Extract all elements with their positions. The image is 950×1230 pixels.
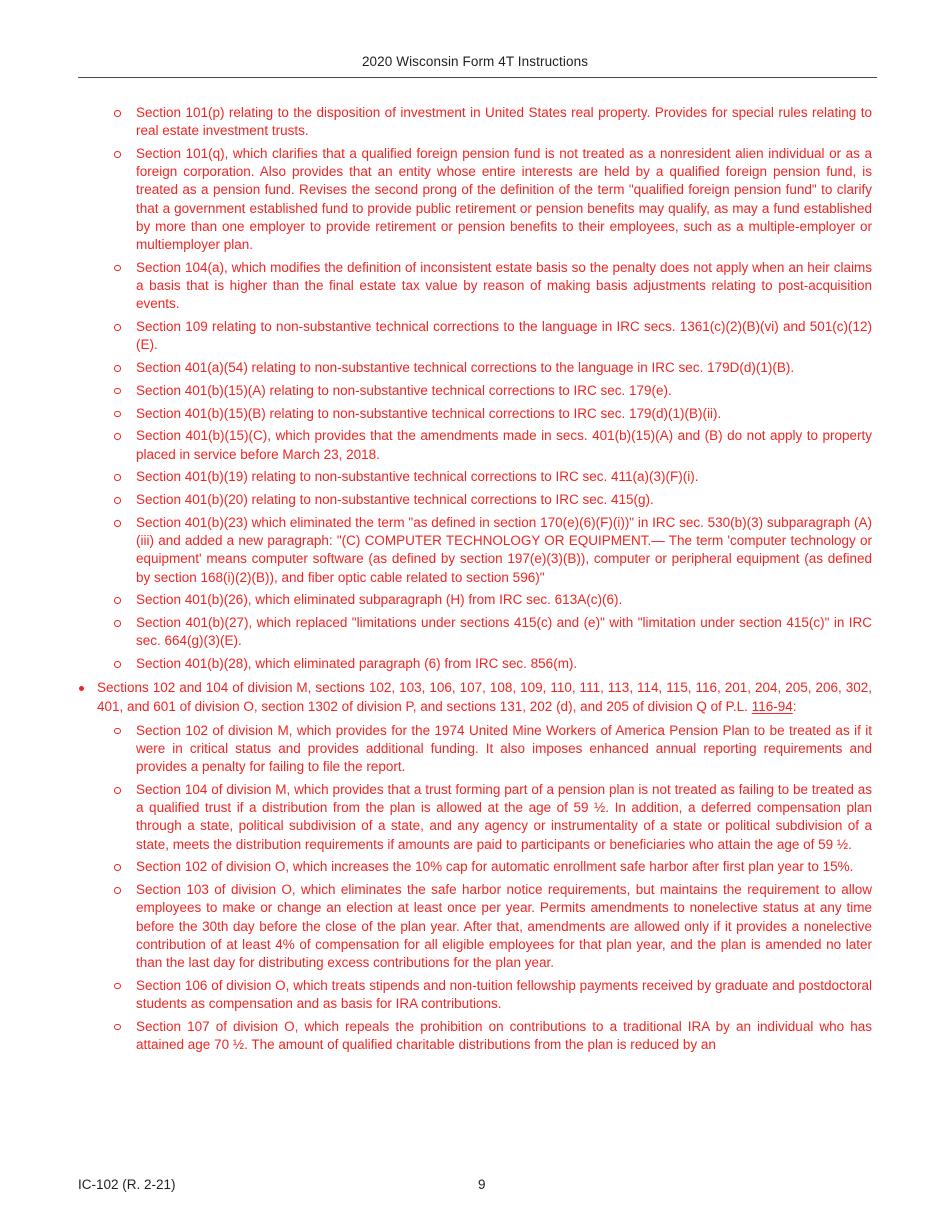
header-title: 2020 Wisconsin Form 4T Instructions	[361, 54, 589, 69]
circle-bullet-icon	[114, 597, 121, 604]
item-text: Section 401(b)(28), which eliminated paragraph (6) from IRC sec. 856(m).	[136, 656, 578, 672]
item-text: Section 401(b)(26), which eliminated subparagraph (H) from IRC sec. 613A(c)(6).	[136, 592, 623, 608]
circle-bullet-icon	[114, 520, 121, 527]
item-text: Section 401(b)(19) relating to non-substantive technical corrections to IRC sec. 411(a)(3)(F)(i).	[136, 469, 699, 485]
circle-bullet-icon	[114, 433, 121, 440]
circle-bullet-icon	[114, 365, 121, 372]
circle-bullet-icon	[114, 983, 121, 990]
item-text: Section 101(q), which clarifies that a qualified foreign pension fund is not treated as a nonresident alien individual or as a foreign corporation. Also provides that an entity whose entire interests are held by a qualified foreign pension fund, is treated as a pension fund. Revises the second prong of the definition of the term "qualified foreign pension fund" to clarify that a government established fund to provide public retirement or pension benefits may qualify, as may a fund established by more than one employer to provide retirement or pension benefits to their employees, such as a multiple-employer or multiemployer plan.	[136, 146, 872, 253]
list-item	[136, 359, 872, 377]
list-item	[136, 614, 872, 650]
item-text: Section 104(a), which modifies the definition of inconsistent estate basis so the penalty does not apply when an heir claims a basis that is higher than the final estate tax value by reason of making basis adjustments relating to post-acquisition events.	[136, 259, 872, 312]
item-text: Section 401(b)(15)(C), which provides that the amendments made in secs. 401(b)(15)(A) and (B) do not apply to property placed in service before March 23, 2018.	[136, 428, 872, 462]
item-text: Section 401(b)(15)(B) relating to non-substantive technical corrections to IRC sec. 179(d)(1)(B)(ii).	[136, 405, 722, 421]
item-text: Section 109 relating to non-substantive technical corrections to the language in IRC secs. 1361(c)(2)(B)(vi) and 501(c)(12)(E).	[136, 319, 872, 353]
circle-bullet-icon	[114, 887, 121, 894]
list-item	[136, 427, 872, 463]
list-item	[136, 655, 872, 673]
circle-bullet-icon	[114, 411, 121, 418]
header-rule	[78, 77, 877, 78]
list-item	[136, 259, 872, 314]
footer-form-id: IC-102 (R. 2-21)	[78, 1177, 176, 1192]
item-text: Sections 102 and 104 of division M, sections 102, 103, 106, 107, 108, 109, 110, 111, 113, 114, 115, 116, 201, 204, 205, 206, 302, 401, and 601 of division O, section 1302 of division P, and sections 131, 202 (d), and 205 of division Q of P.L.	[97, 680, 872, 714]
item-text: Section 103 of division O, which eliminates the safe harbor notice requirements, but maintains the requirement to allow employees to make or change an election at least once per year. Permits amendments to nonelective status at any time before the 30th day before the close of the plan year. After that, amendments are allowed only if it provides a nonelective contribution of at least 4% of compensation for all eligible employees for that plan year, and the plan is amended no later than the last day for distributing excess contributions for the plan year.	[136, 882, 872, 971]
circle-bullet-icon	[114, 110, 121, 117]
circle-bullet-icon	[114, 324, 121, 331]
item-text: Section 102 of division O, which increases the 10% cap for automatic enrollment safe harbor after first plan year to 15%.	[136, 859, 854, 875]
disc-bullet-icon	[79, 686, 84, 691]
item-text: Section 106 of division O, which treats stipends and non-tuition fellowship payments received by graduate and postdoctoral students as compensation and as basis for IRA contributions.	[136, 977, 872, 1012]
list-item	[136, 858, 872, 876]
list-item	[136, 104, 872, 140]
list-item	[136, 405, 872, 423]
circle-bullet-icon	[114, 151, 121, 158]
circle-bullet-icon	[114, 661, 121, 668]
circle-bullet-icon	[114, 1024, 121, 1031]
circle-bullet-icon	[114, 864, 121, 871]
list-item	[97, 679, 872, 715]
list-item	[136, 881, 872, 972]
item-text: Section 104 of division M, which provides that a trust forming part of a pension plan is not treated as failing to be treated as a qualified trust if a distribution from the plan is allowed at the age of 59 ½. In addition, a deferred compensation plan through a state, political subdivision of a state, and any agency or instrumentality of a state or political subdivision of a state, meets the distribution requirements if amounts are paid to participants or beneficiaries who attain the age of 59 ½.	[136, 782, 872, 852]
circle-bullet-icon	[114, 497, 121, 504]
list-item	[136, 382, 872, 400]
circle-bullet-icon	[114, 787, 121, 794]
circle-bullet-icon	[114, 620, 121, 627]
circle-bullet-icon	[114, 474, 121, 481]
item-text: Section 107 of division O, which repeals the prohibition on contributions to a traditional IRA by an individual who has attained age 70 ½. The amount of qualified charitable distributions from the plan is reduced by an	[136, 1018, 872, 1053]
circle-bullet-icon	[114, 388, 121, 395]
list-item	[136, 468, 872, 486]
list-item	[136, 514, 872, 587]
item-text: Section 102 of division M, which provides for the 1974 United Mine Workers of America Pension Plan to be treated as if it were in critical status and provides additional funding. It also imposes enhanced annual reporting requirements and provides a penalty for failing to file the report.	[136, 722, 872, 775]
item-text: Section 401(b)(15)(A) relating to non-substantive technical corrections to IRC sec. 179(e).	[136, 382, 672, 398]
list-item	[136, 1018, 872, 1054]
list-item	[136, 722, 872, 777]
list-item	[136, 491, 872, 509]
item-text: Section 401(a)(54) relating to non-substantive technical corrections to the language in IRC sec. 179D(d)(1)(B).	[136, 360, 795, 376]
item-text: Section 401(b)(23) which eliminated the term "as defined in section 170(e)(6)(F)(i))" in IRC sec. 530(b)(3) subparagraph (A)(iii) and added a new paragraph: "(C) COMPUTER TECHNOLOGY OR EQUIPMENT.— The term 'computer technology or equipment' means computer software (as defined by section 197(e)(3)(B)), computer or peripheral equipment (as defined by section 168(i)(2)(B)), and fiber optic cable related to section 596)"	[136, 515, 872, 585]
footer-page-number: 9	[478, 1177, 486, 1192]
item-text: Section 101(p) relating to the disposition of investment in United States real property. Provides for special rules relating to real estate investment trusts.	[136, 105, 872, 139]
item-text: Section 401(b)(27), which replaced "limitations under sections 415(c) and (e)" with "limitation under section 415(c)" in IRC sec. 664(g)(3)(E).	[136, 615, 872, 649]
list-item	[136, 591, 872, 609]
circle-bullet-icon	[114, 728, 121, 735]
list-item	[136, 781, 872, 854]
list-item	[136, 318, 872, 354]
instruction-list	[0, 104, 872, 1059]
list-item	[136, 977, 872, 1013]
circle-bullet-icon	[114, 265, 121, 272]
item-text: Section 401(b)(20) relating to non-substantive technical corrections to IRC sec. 415(g).	[136, 492, 654, 508]
public-law-116-94-link[interactable]: 116-94	[751, 698, 793, 714]
list-item	[136, 145, 872, 254]
item-text: :	[792, 698, 797, 714]
